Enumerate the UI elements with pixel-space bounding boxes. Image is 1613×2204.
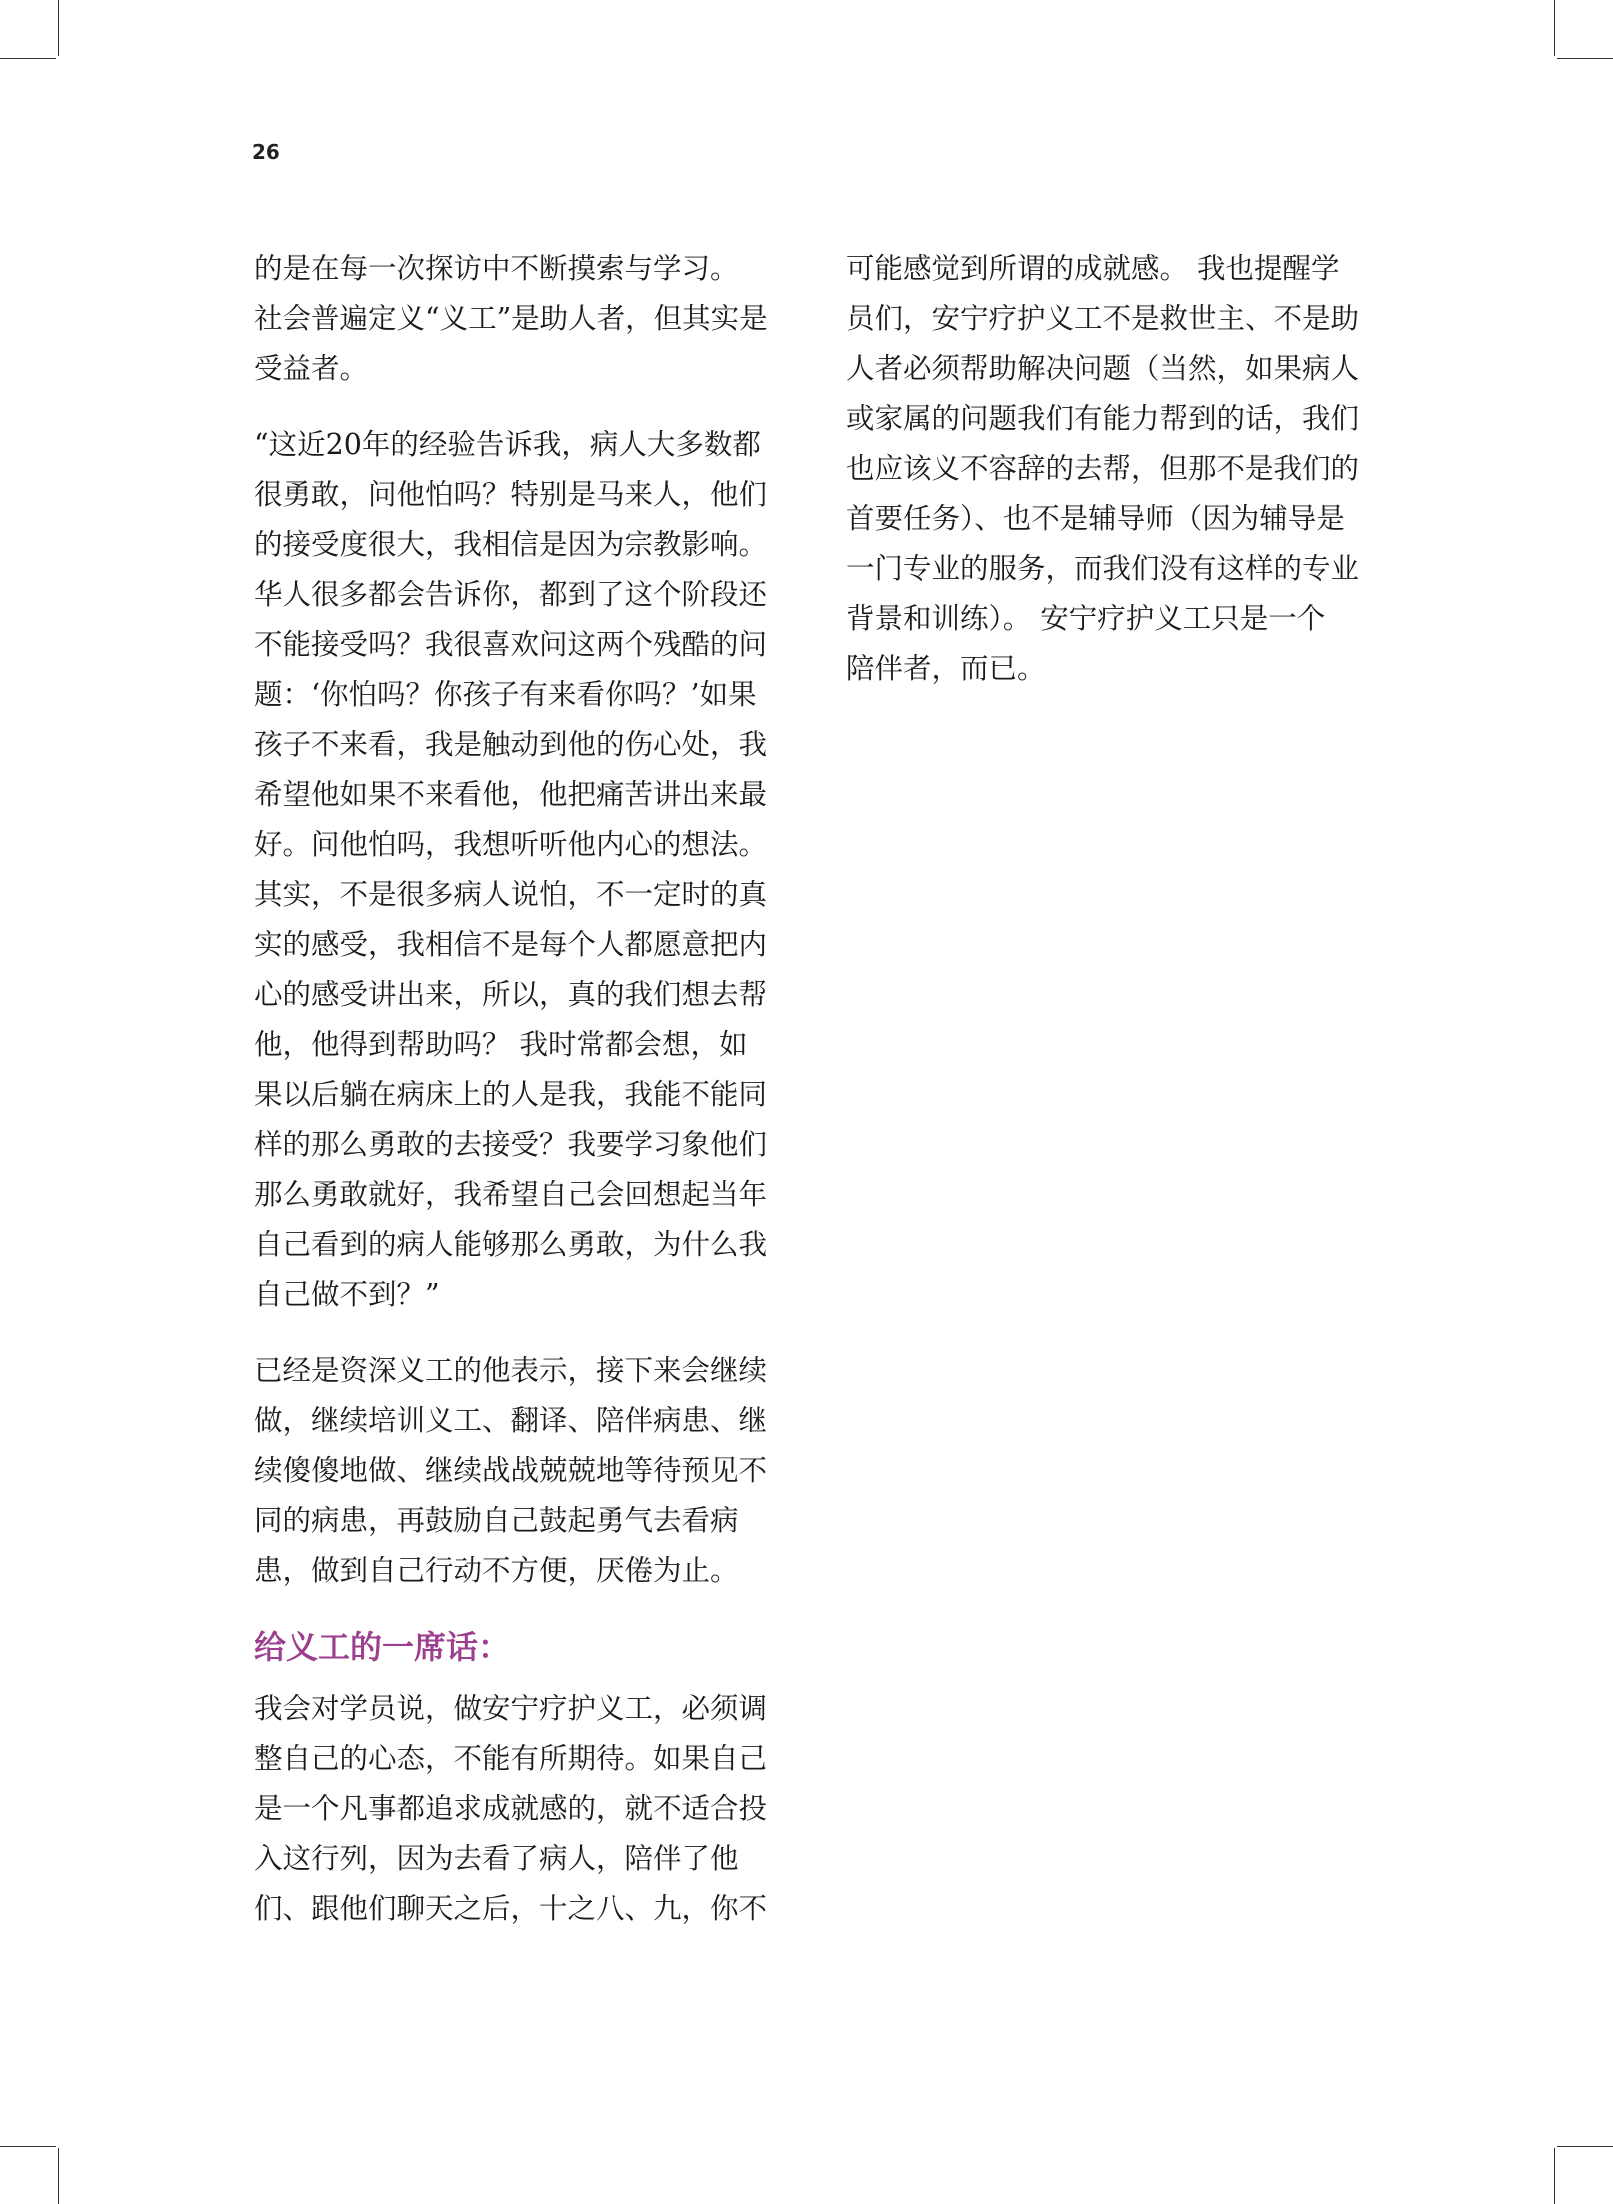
text-line: 同的病患，再鼓励自己鼓起勇气去看病: [254, 1504, 739, 1537]
text-line: 是一个凡事都追求成就感的，就不适合投: [254, 1792, 768, 1825]
paragraph: [254, 244, 794, 394]
section-heading: 给义工的一席话：: [254, 1628, 511, 1666]
text-line: 做，继续培训义工、翻译、陪伴病患、继: [254, 1404, 768, 1437]
text-line: 不能接受吗？我很喜欢问这两个残酷的问: [254, 628, 768, 661]
paragraph: [846, 244, 1386, 694]
text-line: 其实，不是很多病人说怕，不一定时的真: [254, 878, 768, 911]
page-number: 26: [252, 140, 280, 164]
crop-mark-bottom-right: [1557, 2146, 1613, 2147]
text-line: 整自己的心态，不能有所期待。如果自己: [254, 1742, 768, 1775]
text-line: 已经是资深义工的他表示，接下来会继续: [254, 1354, 768, 1387]
text-line: 一门专业的服务，而我们没有这样的专业: [846, 552, 1360, 585]
text-line: 希望他如果不来看他，他把痛苦讲出来最: [254, 778, 768, 811]
text-line: 的是在每一次探访中不断摸索与学习。: [254, 252, 739, 285]
text-line: 果以后躺在病床上的人是我，我能不能同: [254, 1078, 768, 1111]
text-line: 我会对学员说，做安宁疗护义工，必须调: [254, 1692, 768, 1725]
text-line: 人者必须帮助解决问题（当然，如果病人: [846, 352, 1360, 385]
text-line: 题：‘你怕吗？你孩子有来看你吗？’如果: [254, 678, 757, 711]
text-line: 也应该义不容辞的去帮，但那不是我们的: [846, 452, 1360, 485]
text-line: 们、跟他们聊天之后，十之八、九，你不: [254, 1892, 768, 1925]
text-line: 首要任务）、也不是辅导师（因为辅导是: [846, 502, 1345, 535]
text-line: 背景和训练）。 安宁疗护义工只是一个: [846, 602, 1326, 635]
text-line: 可能感觉到所谓的成就感。 我也提醒学: [846, 252, 1340, 285]
left-column: [254, 244, 794, 1934]
text-line: 样的那么勇敢的去接受？我要学习象他们: [254, 1128, 768, 1161]
text-line: 华人很多都会告诉你，都到了这个阶段还: [254, 578, 768, 611]
text-line: 自己做不到？”: [254, 1278, 440, 1311]
crop-mark-top-right: [1554, 0, 1555, 56]
text-line: 自己看到的病人能够那么勇敢，为什么我: [254, 1228, 768, 1261]
crop-mark-bottom-right: [1554, 2148, 1555, 2204]
paragraph: [254, 1346, 794, 1596]
text-line: 孩子不来看，我是触动到他的伤心处，我: [254, 728, 768, 761]
crop-mark-bottom-left: [0, 2146, 56, 2147]
text-line: 受益者。: [254, 352, 369, 385]
crop-mark-top-right: [1557, 58, 1613, 59]
right-column: [846, 244, 1386, 694]
crop-mark-bottom-left: [58, 2148, 59, 2204]
paragraph: [254, 1684, 794, 1934]
crop-mark-top-left: [0, 58, 56, 59]
text-line: 那么勇敢就好，我希望自己会回想起当年: [254, 1178, 768, 1211]
text-line: “这近20年的经验告诉我，病人大多数都: [254, 428, 761, 461]
text-line: 实的感受，我相信不是每个人都愿意把内: [254, 928, 768, 961]
text-line: 好。问他怕吗，我想听听他内心的想法。: [254, 828, 768, 861]
crop-mark-top-left: [58, 0, 59, 56]
text-line: 的接受度很大，我相信是因为宗教影响。: [254, 528, 768, 561]
text-line: 员们，安宁疗护义工不是救世主、不是助: [846, 302, 1360, 335]
paragraph: [254, 420, 794, 1320]
text-line: 他，他得到帮助吗？ 我时常都会想，如: [254, 1028, 748, 1061]
text-line: 续傻傻地做、继续战战兢兢地等待预见不: [254, 1454, 768, 1487]
text-line: 社会普遍定义“义工”是助人者，但其实是: [254, 302, 768, 335]
text-line: 入这行列，因为去看了病人，陪伴了他: [254, 1842, 739, 1875]
text-line: 或家属的问题我们有能力帮到的话，我们: [846, 402, 1360, 435]
text-line: 心的感受讲出来，所以，真的我们想去帮: [254, 978, 768, 1011]
text-line: 陪伴者，而已。: [846, 652, 1046, 685]
text-line: 很勇敢，问他怕吗？特别是马来人，他们: [254, 478, 768, 511]
text-line: 患，做到自己行动不方便，厌倦为止。: [254, 1554, 739, 1587]
